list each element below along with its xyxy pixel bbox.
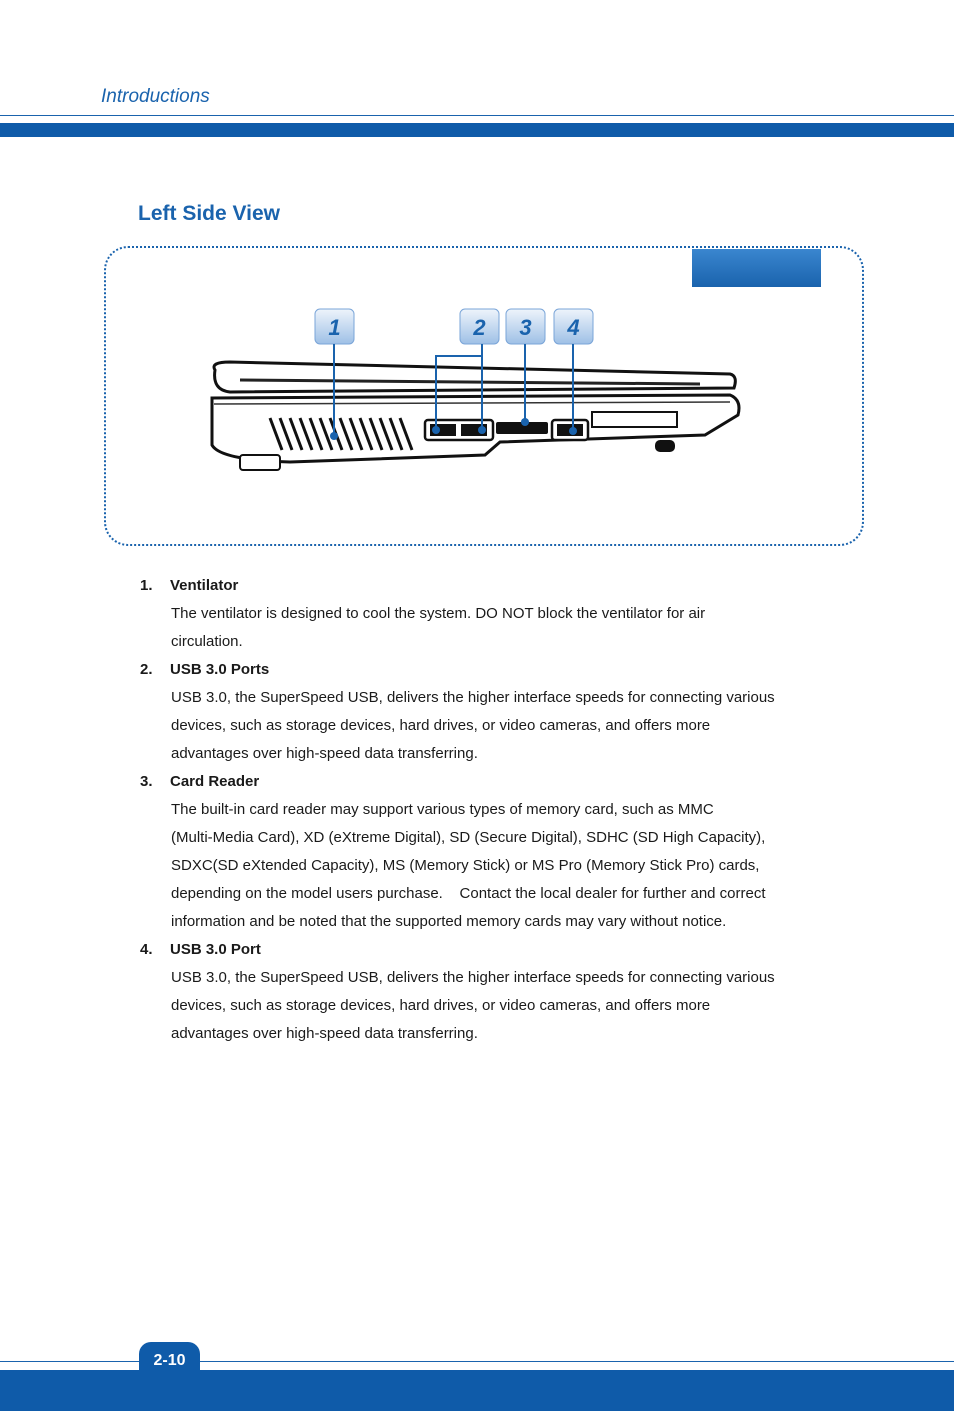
item-line: information and be noted that the supported memory cards may vary without notice. [171,913,727,930]
item-title: USB 3.0 Ports [170,661,270,678]
item-number: 4. [140,941,153,958]
callout-label-2: 2 [473,315,486,340]
callout-label-1: 1 [328,315,341,340]
item-title: Card Reader [170,773,260,790]
item-line: SDXC(SD eXtended Capacity), MS (Memory Stick) or MS Pro (Memory Stick Pro) cards, [171,857,760,874]
item-number: 3. [140,773,153,790]
page-number: 2-10 [139,1342,200,1378]
callout-label-3: 3 [519,315,532,340]
callout-badge-1 [315,309,354,344]
item-line: The built-in card reader may support various types of memory card, such as MMC [171,801,714,818]
item-line: circulation. [171,633,243,650]
section-title: Left Side View [138,202,280,225]
header-title: Introductions [101,86,210,107]
item-line: devices, such as storage devices, hard drives, or video cameras, and offers more [171,997,711,1014]
item-line: USB 3.0, the SuperSpeed USB, delivers the higher interface speeds for connecting various [171,689,775,706]
item-line: The ventilator is designed to cool the system. DO NOT block the ventilator for air [171,605,706,622]
callout-badge-3 [506,309,545,344]
item-number: 1. [140,577,153,594]
feature-list [140,572,840,1048]
item-line: depending on the model users purchase. Contact the local dealer for further and correct [171,885,766,902]
callout-badge-2 [460,309,499,344]
item-title: USB 3.0 Port [170,941,261,958]
list-item [140,936,840,1048]
item-line: advantages over high-speed data transferring. [171,1025,478,1042]
laptop-left-side-illustration [200,300,750,490]
header-rule-thick [0,123,954,137]
callout-label-4: 4 [567,315,580,340]
item-line: (Multi-Media Card), XD (eXtreme Digital), SD (Secure Digital), SDHC (SD High Capacity), [171,829,766,846]
item-line: USB 3.0, the SuperSpeed USB, delivers the higher interface speeds for connecting various [171,969,775,986]
header-rule-thin [0,115,954,116]
callout-badge-4 [554,309,593,344]
list-item [140,572,840,656]
item-line: advantages over high-speed data transferring. [171,745,478,762]
item-number: 2. [140,661,153,678]
item-line: devices, such as storage devices, hard drives, or video cameras, and offers more [171,717,711,734]
figure-tag [692,249,821,287]
list-item [140,768,840,936]
item-title: Ventilator [170,577,239,594]
list-item [140,656,840,768]
